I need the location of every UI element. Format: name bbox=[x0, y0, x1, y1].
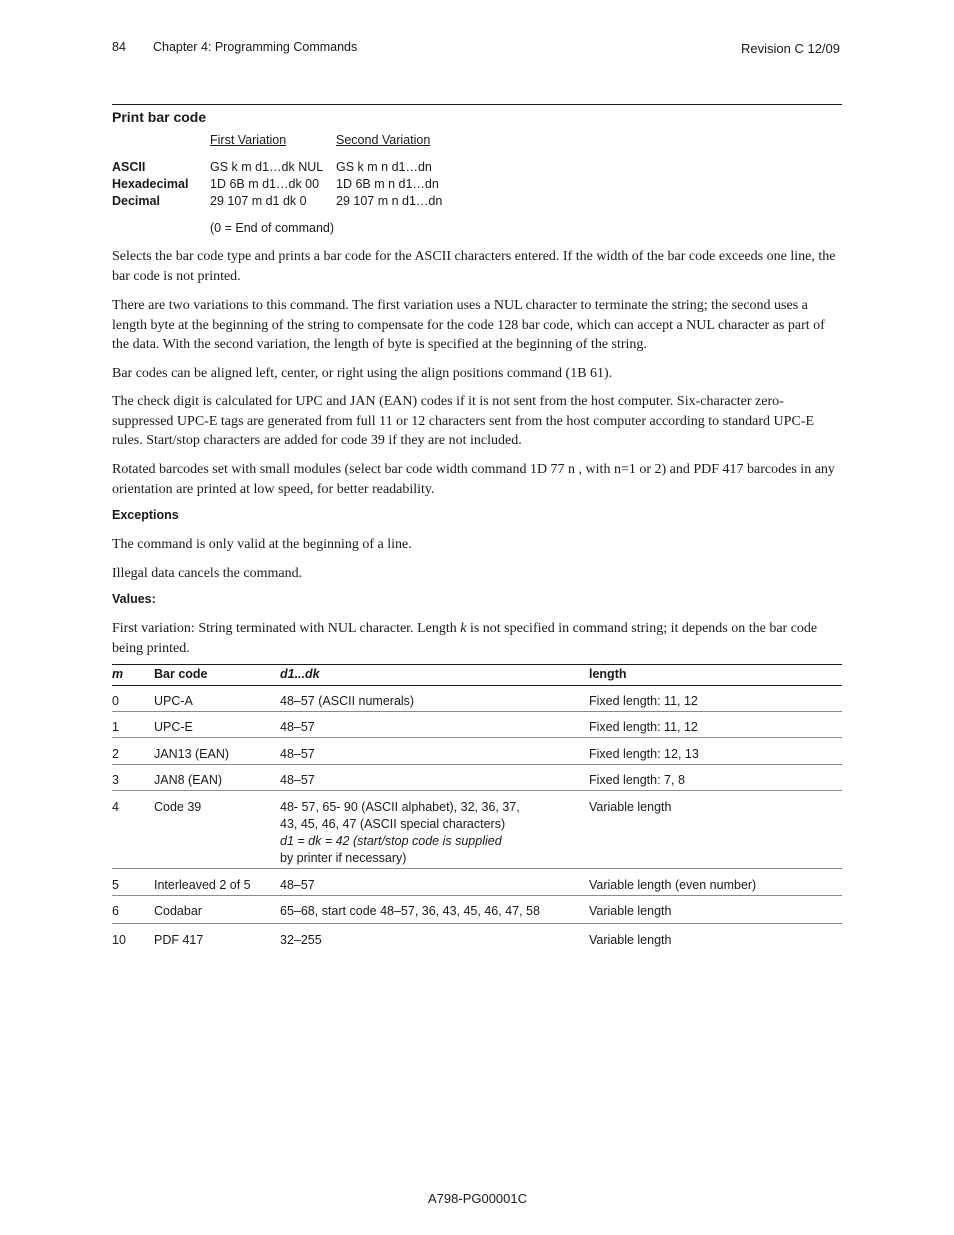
table-header-rule bbox=[112, 685, 842, 686]
col-header-m: m bbox=[112, 667, 124, 681]
revision-label: Revision C 12/09 bbox=[741, 41, 840, 56]
chapter-title: Chapter 4: Programming Commands bbox=[153, 40, 358, 54]
cell-m: 5 bbox=[112, 878, 119, 892]
cell-m: 3 bbox=[112, 773, 119, 787]
first-variation-heading: First Variation bbox=[210, 133, 287, 147]
col-header-length: length bbox=[589, 667, 627, 681]
cell-m: 1 bbox=[112, 720, 119, 734]
row-divider bbox=[112, 711, 842, 712]
row-divider bbox=[112, 737, 842, 738]
cell-m: 10 bbox=[112, 933, 126, 947]
ascii-label: ASCII bbox=[112, 160, 146, 174]
cell-barcode: JAN13 (EAN) bbox=[154, 747, 230, 761]
decimal-second: 29 107 m n d1…dn bbox=[336, 194, 443, 208]
cell-m: 4 bbox=[112, 800, 119, 814]
cell-m: 2 bbox=[112, 747, 119, 761]
hex-label: Hexadecimal bbox=[112, 177, 189, 191]
exception-line-2: Illegal data cancels the command. bbox=[112, 566, 303, 581]
cell-barcode: Code 39 bbox=[154, 800, 202, 814]
row-divider bbox=[112, 868, 842, 869]
paragraph-rotated: Rotated barcodes set with small modules (select bar code width command 1D 77 n , with n=1 or 2) and PDF 417 barcodes in any orientation are printed at low speed, for better readability. bbox=[112, 462, 835, 497]
footer-doc-id: A798-PG00001C bbox=[428, 1191, 528, 1206]
section-rule bbox=[112, 104, 842, 105]
paragraph-check-digit: The check digit is calculated for UPC and JAN (EAN) codes if it is not sent from the host computer. Six-character zero-suppressed UPC-E tags are generated from full 11 or 12 characters sent from the host computer according to standard UPC-E rules. Start/stop characters are added for code 39 if they are not included. bbox=[112, 394, 814, 448]
second-variation-heading: Second Variation bbox=[336, 133, 431, 147]
col-header-data: d1...dk bbox=[280, 667, 320, 681]
ascii-first: GS k m d1…dk NUL bbox=[210, 160, 324, 174]
cell-data: 48–57 bbox=[280, 878, 315, 892]
cell-data: 48–57 (ASCII numerals) bbox=[280, 694, 415, 708]
exception-line-1: The command is only valid at the beginning of a line. bbox=[112, 537, 412, 552]
values-heading: Values: bbox=[112, 592, 156, 606]
cell-length: Variable length bbox=[589, 933, 672, 947]
hex-first: 1D 6B m d1…dk 00 bbox=[210, 177, 320, 191]
cell-length: Variable length bbox=[589, 904, 672, 918]
cell-data: 48–57 bbox=[280, 773, 315, 787]
row-divider bbox=[112, 764, 842, 765]
cell-barcode: Interleaved 2 of 5 bbox=[154, 878, 251, 892]
cell-length: Fixed length: 11, 12 bbox=[589, 694, 698, 708]
row-divider bbox=[112, 895, 842, 896]
cell-barcode: UPC-A bbox=[154, 694, 193, 708]
row-divider bbox=[112, 790, 842, 791]
row-divider bbox=[112, 923, 842, 924]
cell-data-multiline: 48- 57, 65- 90 (ASCII alphabet), 32, 36, 37, 43, 45, 46, 47 (ASCII special characters) d1 = dk = 42 (start/stop code is supplied by printer if necessary) bbox=[280, 800, 520, 865]
cell-data: 48–57 bbox=[280, 720, 315, 734]
exceptions-heading: Exceptions bbox=[112, 508, 179, 522]
cell-m: 6 bbox=[112, 904, 119, 918]
cell-length: Fixed length: 12, 13 bbox=[589, 747, 699, 761]
page-number: 84 bbox=[112, 40, 126, 54]
cell-barcode: UPC-E bbox=[154, 720, 193, 734]
hex-second: 1D 6B m n d1…dn bbox=[336, 177, 439, 191]
paragraph-description: Selects the bar code type and prints a bar code for the ASCII characters entered. If the width of the bar code exceeds one line, the bar code is not printed. bbox=[112, 249, 836, 284]
paragraph-alignment: Bar codes can be aligned left, center, or right using the align positions command (1B 61). bbox=[112, 366, 613, 381]
cell-length: Variable length bbox=[589, 800, 672, 814]
cell-m: 0 bbox=[112, 694, 119, 708]
decimal-label: Decimal bbox=[112, 194, 160, 208]
cell-barcode: JAN8 (EAN) bbox=[154, 773, 223, 787]
cell-barcode: PDF 417 bbox=[154, 933, 204, 947]
cell-data: 32–255 bbox=[280, 933, 322, 947]
cell-length: Fixed length: 7, 8 bbox=[589, 773, 685, 787]
col-header-barcode: Bar code bbox=[154, 667, 208, 681]
paragraph-variations: There are two variations to this command. The first variation uses a NUL character to terminate the string; the second uses a length byte at the beginning of the string to compensate for the code 128 bar code, which can accept a NUL character as part of the data. With the second variation, the length of byte is specified at the beginning of the string. bbox=[112, 298, 825, 352]
cell-barcode: Codabar bbox=[154, 904, 202, 918]
decimal-first: 29 107 m d1 dk 0 bbox=[210, 194, 307, 208]
cell-data: 65–68, start code 48–57, 36, 43, 45, 46, 47, 58 bbox=[280, 904, 540, 918]
values-intro: First variation: String terminated with NUL character. Length k is not specified in command string; it depends on the bar code being printed. bbox=[112, 621, 818, 656]
ascii-second: GS k m n d1…dn bbox=[336, 160, 432, 174]
cell-length: Fixed length: 11, 12 bbox=[589, 720, 698, 734]
cell-data: 48–57 bbox=[280, 747, 315, 761]
end-of-command-note: (0 = End of command) bbox=[210, 221, 335, 235]
table-top-rule bbox=[112, 664, 842, 665]
section-title: Print bar code bbox=[112, 109, 207, 125]
cell-length: Variable length (even number) bbox=[589, 878, 757, 892]
